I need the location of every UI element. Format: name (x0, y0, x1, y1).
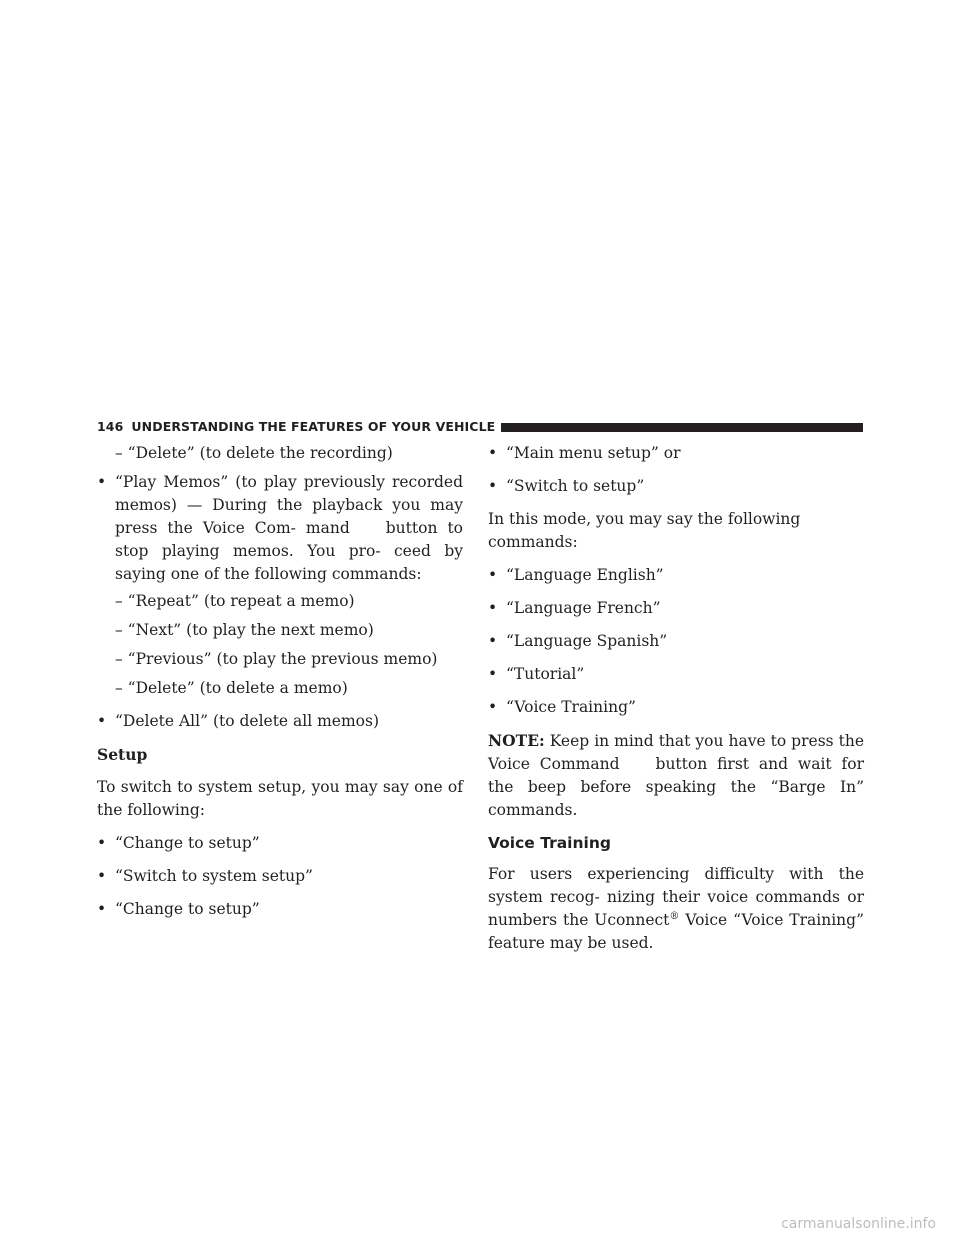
note-label: NOTE: (488, 731, 545, 750)
voice-training-paragraph (488, 863, 864, 955)
bullet-glyph: • (488, 444, 498, 462)
top-item-text: “Switch to setup” (506, 477, 645, 495)
bullet-top-item (488, 442, 864, 465)
bullet-glyph: • (488, 665, 498, 683)
bullet-play-memos (97, 471, 463, 700)
bullet-mode-item (488, 597, 864, 620)
bullet-glyph: • (97, 867, 107, 885)
registered-mark: ® (669, 910, 680, 922)
voice-training-text-before: For users experiencing difficulty with the system recog- nizing their voice commands or numbers the Uconnect (488, 865, 864, 929)
bullet-glyph: • (97, 473, 107, 491)
mode-item-text: “Tutorial” (506, 665, 585, 683)
mode-item-text: “Language English” (506, 566, 664, 584)
top-item-text: “Main menu setup” or (506, 444, 681, 462)
sub-item-next: – “Next” (to play the next memo) (115, 621, 374, 639)
delete-all-text: “Delete All” (to delete all memos) (115, 712, 380, 730)
bullet-glyph: • (488, 599, 498, 617)
right-column (488, 442, 864, 965)
mode-item-text: “Voice Training” (506, 698, 636, 716)
voice-training-heading: Voice Training (488, 834, 611, 852)
setup-item-text: “Change to setup” (115, 834, 260, 852)
page-header (97, 418, 863, 436)
left-column (97, 442, 463, 931)
play-memos-text-after: button to stop playing memos. You pro- ceed by saying one of the following commands: (115, 519, 464, 583)
bullet-setup-item (97, 865, 463, 888)
play-memos-text-before: “Play Memos” (to play previously recorded memos) — During the playback you may press the Voice Com- mand (115, 473, 463, 537)
bullet-mode-item (488, 564, 864, 587)
bullet-glyph: • (488, 566, 498, 584)
header-rule (501, 423, 863, 432)
setup-item-text: “Change to setup” (115, 900, 260, 918)
bullet-mode-item (488, 663, 864, 686)
mode-item-text: “Language Spanish” (506, 632, 668, 650)
note-paragraph (488, 729, 864, 822)
section-title: UNDERSTANDING THE FEATURES OF YOUR VEHICLE (131, 419, 496, 434)
bullet-setup-item (97, 898, 463, 921)
bullet-top-item (488, 475, 864, 498)
sub-item-delete-recording: – “Delete” (to delete the recording) (115, 444, 393, 462)
mode-intro: In this mode, you may say the following commands: (488, 510, 801, 551)
mode-item-text: “Language French” (506, 599, 661, 617)
bullet-mode-item (488, 696, 864, 719)
sub-item-repeat: – “Repeat” (to repeat a memo) (115, 592, 355, 610)
setup-heading: Setup (97, 745, 148, 764)
note-text-before: Keep in mind that you have to press the Voice Command (488, 732, 864, 773)
bullet-glyph: • (488, 477, 498, 495)
bullet-glyph: • (488, 632, 498, 650)
bullet-delete-all (97, 710, 463, 733)
page-number: 146 (97, 419, 124, 434)
note-text-after: button first and wait for the beep before speaking the “Barge In” commands. (488, 755, 864, 819)
bullet-glyph: • (97, 712, 107, 730)
sub-item-delete-memo: – “Delete” (to delete a memo) (115, 679, 348, 697)
voice-training-text-after: Voice “Voice Training” feature may be used. (488, 911, 864, 952)
bullet-glyph: • (488, 698, 498, 716)
bullet-glyph: • (97, 900, 107, 918)
setup-item-text: “Switch to system setup” (115, 867, 313, 885)
bullet-glyph: • (97, 834, 107, 852)
watermark: carmanualsonline.info (781, 1216, 936, 1232)
sub-item-previous: – “Previous” (to play the previous memo) (115, 650, 438, 668)
setup-intro: To switch to system setup, you may say one of the following: (97, 778, 463, 819)
bullet-mode-item (488, 630, 864, 653)
bullet-setup-item (97, 832, 463, 855)
play-memos-sublist (115, 590, 463, 700)
